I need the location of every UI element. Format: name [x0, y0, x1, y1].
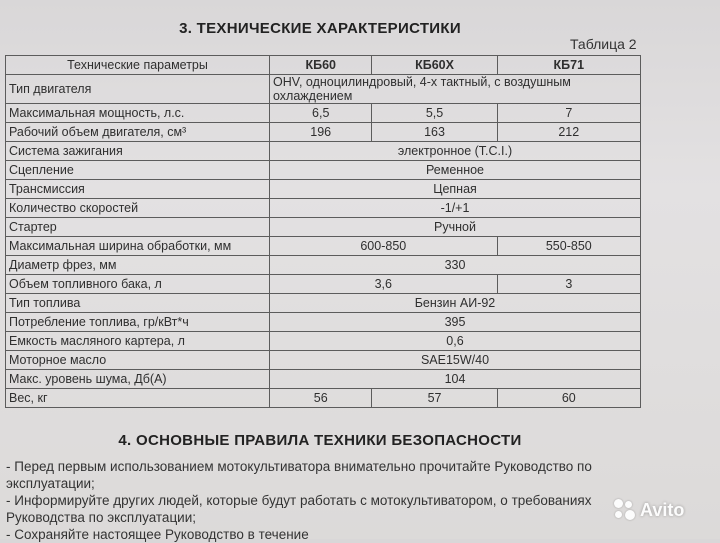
- table-row: [6, 104, 641, 123]
- tank-kb71: 3: [497, 275, 640, 294]
- section-3-title: 3. ТЕХНИЧЕСКИЕ ХАРАКТЕРИСТИКИ: [179, 20, 461, 37]
- table-row: [6, 123, 641, 142]
- specs-table: [5, 55, 641, 408]
- consumption-value: 395: [270, 313, 641, 332]
- table-row: [6, 161, 641, 180]
- row-label-consumption: Потребление топлива, гр/кВт*ч: [6, 313, 270, 332]
- table-header-row: [6, 56, 641, 75]
- table-row: [6, 256, 641, 275]
- power-kb71: 7: [497, 104, 640, 123]
- row-label-ignition: Система зажигания: [6, 142, 270, 161]
- table-row: [6, 313, 641, 332]
- table-row: [6, 370, 641, 389]
- oil-value: SAE15W/40: [270, 351, 641, 370]
- header-kb60x: КБ60Х: [372, 56, 497, 75]
- header-params: Технические параметры: [6, 56, 270, 75]
- power-kb60x: 5,5: [372, 104, 497, 123]
- table-row: [6, 294, 641, 313]
- row-label-tank: Объем топливного бака, л: [6, 275, 270, 294]
- table-row: [6, 75, 641, 104]
- fuel-type-value: Бензин АИ-92: [270, 294, 641, 313]
- displacement-kb71: 212: [497, 123, 640, 142]
- row-label-starter: Стартер: [6, 218, 270, 237]
- header-kb71: КБ71: [497, 56, 640, 75]
- table-row: [6, 332, 641, 351]
- weight-kb60x: 57: [372, 389, 497, 408]
- section-4-title: 4. ОСНОВНЫЕ ПРАВИЛА ТЕХНИКИ БЕЗОПАСНОСТИ: [118, 432, 522, 449]
- row-label-power: Максимальная мощность, л.с.: [6, 104, 270, 123]
- weight-kb71: 60: [497, 389, 640, 408]
- row-label-noise: Макс. уровень шума, Дб(А): [6, 370, 270, 389]
- avito-watermark: [614, 499, 684, 521]
- avito-logo-icon: [614, 499, 636, 521]
- table-row: [6, 389, 641, 408]
- tank-kb60-kb60x: 3,6: [270, 275, 498, 294]
- row-label-oil-capacity: Емкость масляного картера, л: [6, 332, 270, 351]
- power-kb60: 6,5: [270, 104, 372, 123]
- row-label-cutter-diameter: Диаметр фрез, мм: [6, 256, 270, 275]
- safety-paragraph-3: - Сохраняйте настоящее Руководство в течение: [6, 527, 309, 542]
- oil-capacity-value: 0,6: [270, 332, 641, 351]
- displacement-kb60x: 163: [372, 123, 497, 142]
- width-kb71: 550-850: [497, 237, 640, 256]
- safety-paragraph-2: - Информируйте других людей, которые будут работать с мотокультиватором, о требованиях Руководства по эксплуатации;: [6, 493, 592, 525]
- safety-paragraph-1: - Перед первым использованием мотокультиватора внимательно прочитайте Руководство по эксплуатации;: [6, 459, 592, 491]
- clutch-value: Ременное: [270, 161, 641, 180]
- engine-type-value: OHV, одноцилиндровый, 4-х тактный, с воздушным охлаждением: [270, 75, 641, 104]
- table-row: [6, 199, 641, 218]
- row-label-clutch: Сцепление: [6, 161, 270, 180]
- table-row: [6, 351, 641, 370]
- row-label-width: Максимальная ширина обработки, мм: [6, 237, 270, 256]
- row-label-transmission: Трансмиссия: [6, 180, 270, 199]
- table-caption: Таблица 2: [570, 36, 637, 52]
- row-label-oil: Моторное масло: [6, 351, 270, 370]
- width-kb60-kb60x: 600-850: [270, 237, 498, 256]
- displacement-kb60: 196: [270, 123, 372, 142]
- row-label-displacement: Рабочий объем двигателя, см³: [6, 123, 270, 142]
- row-label-weight: Вес, кг: [6, 389, 270, 408]
- table-row: [6, 275, 641, 294]
- table-row: [6, 180, 641, 199]
- table-row: [6, 142, 641, 161]
- avito-watermark-text: Avito: [640, 499, 685, 520]
- ignition-value: электронное (T.C.I.): [270, 142, 641, 161]
- row-label-fuel-type: Тип топлива: [6, 294, 270, 313]
- noise-value: 104: [270, 370, 641, 389]
- row-label-engine-type: Тип двигателя: [6, 75, 270, 104]
- gears-value: -1/+1: [270, 199, 641, 218]
- table-row: [6, 218, 641, 237]
- row-label-gears: Количество скоростей: [6, 199, 270, 218]
- transmission-value: Цепная: [270, 180, 641, 199]
- table-row: [6, 237, 641, 256]
- cutter-diameter-value: 330: [270, 256, 641, 275]
- header-kb60: КБ60: [270, 56, 372, 75]
- starter-value: Ручной: [270, 218, 641, 237]
- weight-kb60: 56: [270, 389, 372, 408]
